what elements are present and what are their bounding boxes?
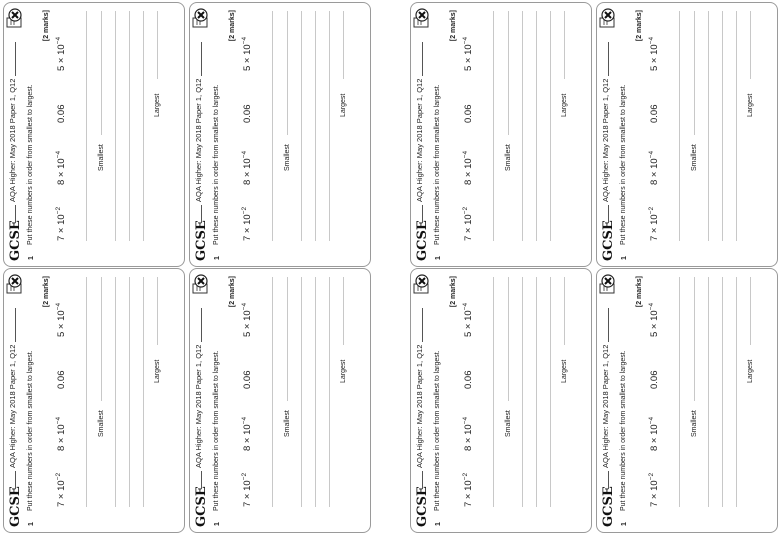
answer-line	[736, 11, 737, 241]
answer-line	[86, 277, 87, 507]
marks-label: [2 marks]	[450, 276, 457, 308]
gcse-logo: GCSE	[194, 220, 209, 261]
number-item: $5 \times 10^{-4}$	[648, 36, 661, 71]
answer-line	[101, 11, 102, 135]
question-source: AQA Higher: May 2018 Paper 1, Q12	[194, 342, 203, 471]
largest-label: Largest	[340, 359, 347, 383]
smallest-label: Smallest	[284, 144, 291, 171]
number-item: $5 \times 10^{-4}$	[241, 302, 254, 337]
question-source: AQA Higher: May 2018 Paper 1, Q12	[415, 342, 424, 471]
number-list	[241, 277, 255, 507]
question-card	[596, 2, 778, 267]
answer-line	[157, 11, 158, 79]
question-source: AQA Higher: May 2018 Paper 1, Q12	[601, 76, 610, 205]
question-text: Put these numbers in order from smallest to largest.	[434, 350, 441, 511]
answer-line	[708, 277, 709, 507]
number-item: $7 \times 10^{-2}$	[648, 472, 661, 507]
smallest-label: Smallest	[691, 410, 698, 437]
question-text: Put these numbers in order from smallest to largest.	[27, 84, 34, 245]
question-card	[189, 268, 371, 533]
answer-line	[272, 277, 273, 507]
answer-line	[522, 277, 523, 507]
answer-line	[301, 11, 302, 241]
number-item: $7 \times 10^{-2}$	[241, 206, 254, 241]
question-text: Put these numbers in order from smallest to largest.	[620, 84, 627, 245]
answer-line	[86, 11, 87, 241]
question-card	[410, 268, 592, 533]
exam-badge-icon	[598, 274, 616, 294]
number-item: $5 \times 10^{-4}$	[55, 36, 68, 71]
exam-badge-icon	[191, 274, 209, 294]
card-content	[596, 268, 778, 533]
card-content	[410, 268, 592, 533]
answer-line	[287, 277, 288, 401]
smallest-label: Smallest	[98, 410, 105, 437]
answer-line	[493, 277, 494, 507]
number-item: 0.06	[242, 104, 254, 123]
gcse-logo: GCSE	[601, 486, 616, 527]
smallest-label: Smallest	[284, 410, 291, 437]
largest-label: Largest	[561, 359, 568, 383]
answer-line	[536, 277, 537, 507]
largest-label: Largest	[747, 93, 754, 117]
number-item: 0.06	[649, 104, 661, 123]
number-item: 0.06	[649, 370, 661, 389]
question-number: 1	[28, 256, 35, 260]
answer-line	[287, 11, 288, 135]
number-item: $7 \times 10^{-2}$	[241, 472, 254, 507]
question-source: AQA Higher: May 2018 Paper 1, Q12	[415, 76, 424, 205]
answer-line	[493, 11, 494, 241]
exam-badge-icon	[412, 8, 430, 28]
number-item: $7 \times 10^{-2}$	[462, 472, 475, 507]
question-number: 1	[435, 256, 442, 260]
question-text: Put these numbers in order from smallest to largest.	[213, 84, 220, 245]
answer-line	[315, 11, 316, 241]
card-content	[189, 2, 371, 267]
number-list	[241, 11, 255, 241]
answer-line	[508, 11, 509, 135]
question-card	[410, 2, 592, 267]
question-number: 1	[621, 522, 628, 526]
answer-line	[301, 277, 302, 507]
largest-label: Largest	[154, 359, 161, 383]
answer-line	[272, 11, 273, 241]
question-card	[3, 2, 185, 267]
answer-line	[143, 11, 144, 241]
number-item: $5 \times 10^{-4}$	[462, 36, 475, 71]
question-text: Put these numbers in order from smallest to largest.	[27, 350, 34, 511]
answer-line	[522, 11, 523, 241]
number-list	[462, 11, 476, 241]
number-item: $8 \times 10^{-4}$	[55, 150, 68, 185]
question-card	[596, 268, 778, 533]
question-number: 1	[621, 256, 628, 260]
number-item: $7 \times 10^{-2}$	[55, 472, 68, 507]
number-list	[462, 277, 476, 507]
number-item: $7 \times 10^{-2}$	[648, 206, 661, 241]
answer-line	[508, 277, 509, 401]
question-card	[189, 2, 371, 267]
gcse-logo: GCSE	[8, 220, 23, 261]
marks-label: [2 marks]	[43, 10, 50, 42]
number-list	[55, 11, 69, 241]
number-item: 0.06	[56, 104, 68, 123]
answer-line	[694, 11, 695, 135]
exam-badge-icon	[5, 8, 23, 28]
largest-label: Largest	[154, 93, 161, 117]
number-item: $8 \times 10^{-4}$	[241, 416, 254, 451]
number-item: $5 \times 10^{-4}$	[241, 36, 254, 71]
answer-line	[157, 277, 158, 345]
number-list	[55, 277, 69, 507]
number-item: $5 \times 10^{-4}$	[55, 302, 68, 337]
answer-line	[750, 11, 751, 79]
answer-line	[564, 11, 565, 79]
exam-badge-icon	[598, 8, 616, 28]
answer-line	[679, 277, 680, 507]
number-list	[648, 11, 662, 241]
number-item: $8 \times 10^{-4}$	[648, 150, 661, 185]
question-source: AQA Higher: May 2018 Paper 1, Q12	[8, 342, 17, 471]
answer-line	[115, 11, 116, 241]
answer-line	[722, 11, 723, 241]
number-item: $5 \times 10^{-4}$	[648, 302, 661, 337]
card-content	[410, 2, 592, 267]
answer-line	[679, 11, 680, 241]
answer-line	[722, 277, 723, 507]
number-item: $8 \times 10^{-4}$	[648, 416, 661, 451]
answer-line	[129, 11, 130, 241]
number-item: $8 \times 10^{-4}$	[55, 416, 68, 451]
number-item: 0.06	[463, 370, 475, 389]
largest-label: Largest	[747, 359, 754, 383]
card-content	[189, 268, 371, 533]
question-number: 1	[28, 522, 35, 526]
marks-label: [2 marks]	[229, 10, 236, 42]
marks-label: [2 marks]	[636, 10, 643, 42]
number-list	[648, 277, 662, 507]
exam-badge-icon	[5, 274, 23, 294]
number-item: $8 \times 10^{-4}$	[241, 150, 254, 185]
question-text: Put these numbers in order from smallest to largest.	[620, 350, 627, 511]
answer-line	[694, 277, 695, 401]
largest-label: Largest	[561, 93, 568, 117]
number-item: $8 \times 10^{-4}$	[462, 150, 475, 185]
answer-line	[708, 11, 709, 241]
answer-line	[564, 277, 565, 345]
gcse-logo: GCSE	[601, 220, 616, 261]
question-source: AQA Higher: May 2018 Paper 1, Q12	[8, 76, 17, 205]
gcse-logo: GCSE	[194, 486, 209, 527]
exam-badge-icon	[191, 8, 209, 28]
smallest-label: Smallest	[505, 410, 512, 437]
exam-badge-icon	[412, 274, 430, 294]
smallest-label: Smallest	[98, 144, 105, 171]
question-source: AQA Higher: May 2018 Paper 1, Q12	[601, 342, 610, 471]
number-item: $7 \times 10^{-2}$	[55, 206, 68, 241]
smallest-label: Smallest	[691, 144, 698, 171]
marks-label: [2 marks]	[450, 10, 457, 42]
question-number: 1	[214, 256, 221, 260]
gcse-logo: GCSE	[415, 220, 430, 261]
marks-label: [2 marks]	[43, 276, 50, 308]
question-text: Put these numbers in order from smallest to largest.	[434, 84, 441, 245]
card-content	[3, 268, 185, 533]
answer-line	[550, 11, 551, 241]
number-item: 0.06	[242, 370, 254, 389]
answer-line	[343, 277, 344, 345]
answer-line	[115, 277, 116, 507]
marks-label: [2 marks]	[636, 276, 643, 308]
gcse-logo: GCSE	[415, 486, 430, 527]
smallest-label: Smallest	[505, 144, 512, 171]
answer-line	[550, 277, 551, 507]
answer-line	[536, 11, 537, 241]
number-item: $5 \times 10^{-4}$	[462, 302, 475, 337]
answer-line	[129, 277, 130, 507]
question-source: AQA Higher: May 2018 Paper 1, Q12	[194, 76, 203, 205]
question-card	[3, 268, 185, 533]
number-item: 0.06	[463, 104, 475, 123]
answer-line	[736, 277, 737, 507]
number-item: $7 \times 10^{-2}$	[462, 206, 475, 241]
answer-line	[315, 277, 316, 507]
largest-label: Largest	[340, 93, 347, 117]
answer-line	[329, 277, 330, 507]
answer-line	[143, 277, 144, 507]
question-number: 1	[435, 522, 442, 526]
card-content	[596, 2, 778, 267]
card-content	[3, 2, 185, 267]
answer-line	[101, 277, 102, 401]
question-number: 1	[214, 522, 221, 526]
gcse-logo: GCSE	[8, 486, 23, 527]
number-item: $8 \times 10^{-4}$	[462, 416, 475, 451]
answer-line	[329, 11, 330, 241]
answer-line	[343, 11, 344, 79]
answer-line	[750, 277, 751, 345]
marks-label: [2 marks]	[229, 276, 236, 308]
question-text: Put these numbers in order from smallest to largest.	[213, 350, 220, 511]
number-item: 0.06	[56, 370, 68, 389]
